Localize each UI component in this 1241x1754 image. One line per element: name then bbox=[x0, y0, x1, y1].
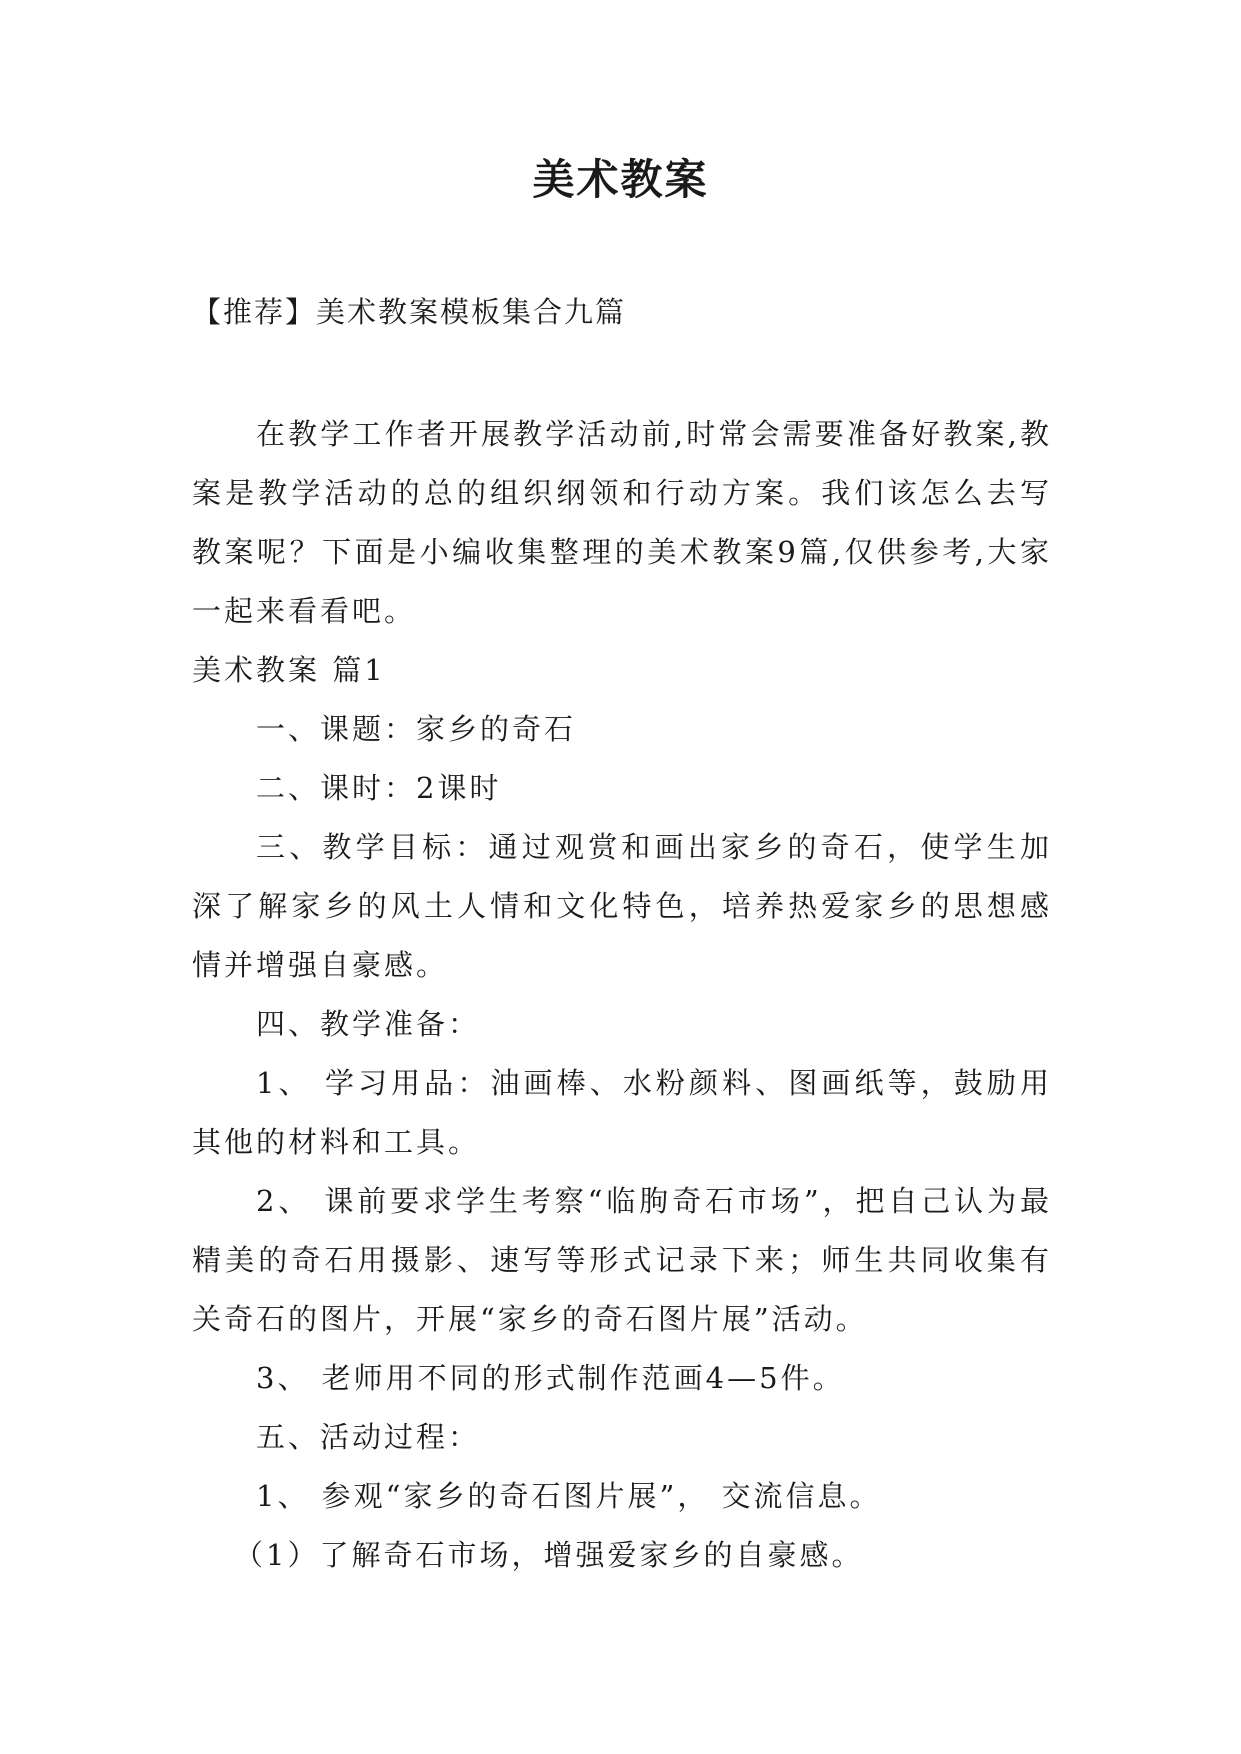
intro-paragraph: 在教学工作者开展教学活动前,时常会需要准备好教案,教案是教学活动的总的组织纲领和行动方案。我们该怎么去写教案呢？下面是小编收集整理的美术教案9篇,仅供参考,大家一起来看看吧。 bbox=[192, 417, 1052, 628]
document-body bbox=[192, 405, 1052, 1585]
process-item-1: 1、 参观“家乡的奇石图片展”， 交流信息。 bbox=[256, 1479, 882, 1513]
section-heading: 美术教案 篇1 bbox=[192, 653, 386, 687]
process-heading: 五、活动过程： bbox=[256, 1420, 481, 1454]
process-subitem-1: （1）了解奇石市场，增强爱家乡的自豪感。 bbox=[234, 1538, 864, 1572]
preparation-item-2: 2、 课前要求学生考察“临朐奇石市场”，把自己认为最精美的奇石用摄影、速写等形式记录下来；师生共同收集有关奇石的图片，开展“家乡的奇石图片展”活动。 bbox=[192, 1184, 1052, 1336]
duration-paragraph: 二、课时：2课时 bbox=[256, 771, 502, 805]
objective-paragraph: 三、教学目标：通过观赏和画出家乡的奇石，使学生加深了解家乡的风土人情和文化特色，培养热爱家乡的思想感情并增强自豪感。 bbox=[192, 830, 1052, 982]
document-subtitle: 【推荐】美术教案模板集合九篇 bbox=[192, 295, 627, 329]
preparation-heading: 四、教学准备： bbox=[256, 1007, 481, 1041]
preparation-item-1: 1、 学习用品：油画棒、水粉颜料、图画纸等，鼓励用其他的材料和工具。 bbox=[192, 1066, 1052, 1159]
topic-paragraph: 一、课题：家乡的奇石 bbox=[256, 712, 577, 746]
document-title: 美术教案 bbox=[532, 155, 709, 204]
preparation-item-3: 3、 老师用不同的形式制作范画4—5件。 bbox=[256, 1361, 845, 1395]
